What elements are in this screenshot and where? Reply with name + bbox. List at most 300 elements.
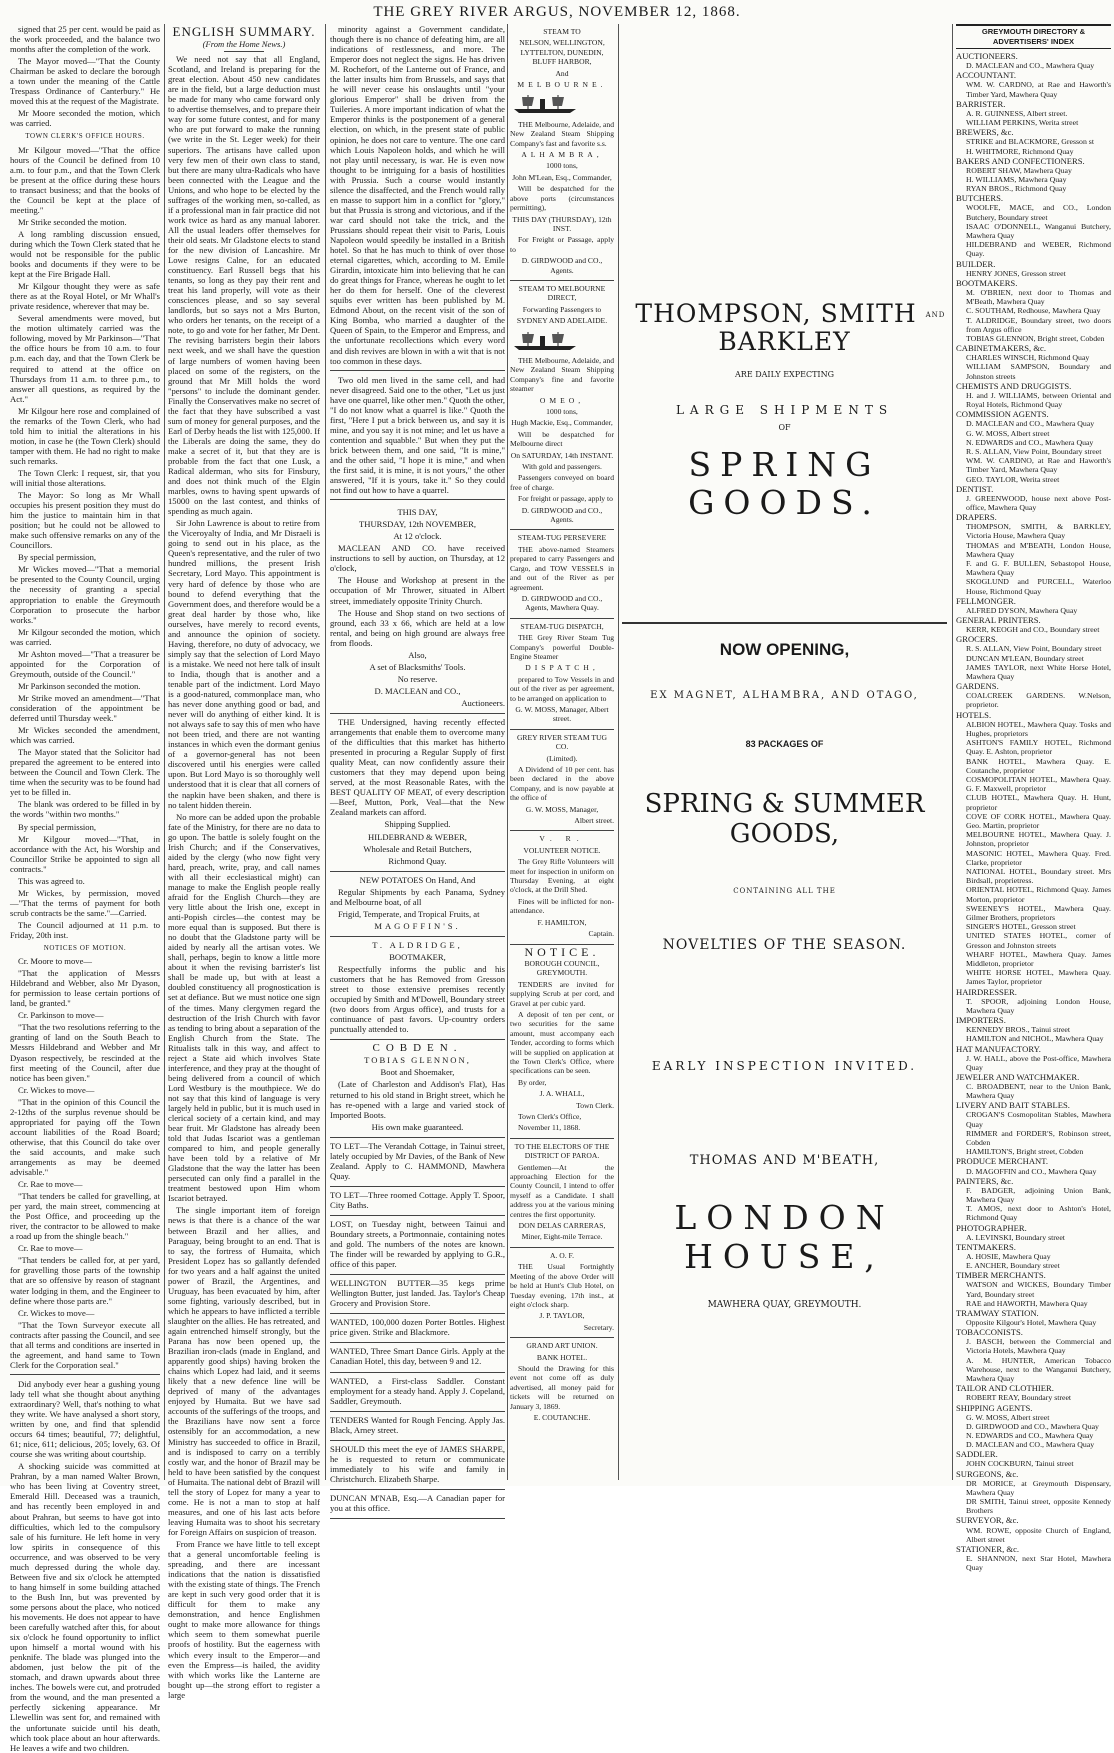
ad-line: 1000 tons, <box>546 407 578 416</box>
ad-line: Richmond Quay. <box>388 855 447 866</box>
classified-ad <box>330 1441 505 1490</box>
ad-body: For Freight or Passage, apply to <box>510 235 614 254</box>
directory-category: CHEMISTS AND DRUGGISTS. <box>956 380 1072 391</box>
paragraph: minority against a Government candidate, though there is no chance of defeating him, are all indications of restlessness, and more. The Emperor does not neglect the signs. He has driven M. Rochefort, of the Lanterne out of France, and the latter insults him from Brussels, and says that he will never cease his onslaughts until "your glorious Emperor" shall be driven from the Tuileries. A more important indication of what the Emperor thinks is the postponement of a general election, on which, in the present state of public opinion, he does not care to venture. The one card which Louis Napoleon holds, and which he will not play until necessary, is war. He is even now thought to be intriguing for a basis of hostilities with Prussia. Such a course would instantly silence the disaffected, and the French would rally en masse to support him in a conflict for "glory," but that Prussia is strong and victorious, and if the war card should not take the trick, and the Prussians should repeat their visit to Paris, Louis Napoleon would speedily be installed in a British hotel. So that he has much to think of over those eternal cigarettes, which, according to M. Emile Girardin, intoxicate him into believing that he can do great things for France, whereas he ought to let her do them for herself. One of the cleverest squibs ever written has been published by M. Edmond About, on the recent visit of the son of King Bomba, who married a daughter of the Queen of Spain, to the Emperor and Empress, and the unfortunate recollections which every word and dish revives are blown in with a wit that is not too common in these days. <box>330 24 505 366</box>
directory-category: BREWERS, &c. <box>956 127 1014 138</box>
ad-line: MAWHERA QUAY, GREYMOUTH. <box>707 1300 862 1310</box>
classified-ad <box>330 1275 505 1314</box>
directory-category: GENERAL PRINTERS. <box>956 615 1041 626</box>
ad-line: STEAM TO <box>543 27 581 36</box>
ad-line: ARE DAILY EXPECTING <box>735 370 834 379</box>
directory-entry: THOMPSON, SMITH, & BARKLEY, Victoria House, Mawhera Quay <box>966 522 1111 541</box>
ad-signature: Albert street. <box>574 816 614 826</box>
ad-body: prepared to Tow Vessels in and out of the river as per agreement, to be arranged on application to <box>510 674 614 703</box>
directory-entry: ALBION HOTEL, Mawhera Quay. Tosks and Hughes, proprietors <box>966 719 1111 738</box>
paragraph: Cr. Moore to move— <box>18 956 92 967</box>
directory-entry: WATSON and WICKES, Boundary Timber Yard, Boundary street <box>966 1280 1111 1299</box>
ad-body: WELLINGTON BUTTER—35 kegs prime Wellington Butter, just landed. Jas. Taylor's Cheap Grocery and Provision Store. <box>330 1278 505 1309</box>
ad-body: THE Usual Fortnightly Meeting of the above Order will be held at Hunt's Club Hotel, on Tuesday evening, 17th inst., at eight o'clock sharp. <box>510 1262 614 1309</box>
paragraph: Mr Kilgour here rose and complained of the remarks of the Town Clerk, who had told him to initial the alterations in his motion, in case he (the Town Clerk) should tamper with them. He had no right to make such remarks. <box>10 405 160 466</box>
paragraph: Mr Kilgour seconded the motion, which was carried. <box>10 626 160 647</box>
paragraph: The blank was ordered to be filled in by the words "within two months." <box>10 799 160 820</box>
directory-entry: HAMILTON'S, Bright street, Cobden <box>966 1147 1084 1157</box>
paragraph: "That the application of Messrs Hildebrand and Webber, also Mr Dyason, for permission to lease certain portions of land, be granted." <box>10 968 160 1009</box>
article-title: ENGLISH SUMMARY. <box>172 24 316 39</box>
ad-line: THURSDAY, 12th NOVEMBER, <box>359 519 476 530</box>
column-rule <box>325 24 326 1480</box>
paragraph: No more can be added upon the probable fate of the Ministry, for there are no data to go upon. The battle is solely fought on the Irish Church; and if the Conservatives, aided by the clergy (who now fight very hard, preach, write, pray, and call names with all their ecclesiastical might) can manage to make the English people really afraid for the English Church—they are very little about the Irish one, except in anti-Popish circles—the contest may be more equal than is supposed. But there is no doubt that the Gladstone party will be aided by nearly all the artisan votes. We shall, perhaps, begin to know a little more about it when the revising barrister's list shall be made up, but with at least a doubled constituency all prognostication is set at defiance. But we must notice one sign of the times. Many clergymen regard the destruction of the Irish Church with favor as tending to bring about a separation of the English Church from the State. The Ritualists talk in this way, and affect to reject a State aid which involves State interference, and they pray at the thought of being delivered from a council of which Lord Westbury is the mouthpiece. We do not say that this kind of language is very largely held in public, but it is much used in clerical society of a certain kind, and may bear fruit. Mr Gladstone has already been told that Judas Iscariot was a gentleman compared to him, and people generally have been told by a relative of Mr Gladstone that the way the latter has been persecuted can only find a parallel in the treatment bestowed upon Him whom Iscariot betrayed. <box>168 811 320 1204</box>
ad-body: MACLEAN AND CO. have received instructions to sell by auction, on Thursday, at 12 o'clock, <box>330 543 505 574</box>
paragraph: By special permission, <box>18 821 97 832</box>
column-rule <box>507 24 508 1480</box>
directory-entry: HAMILTON and NICHOL, Mawhera Quay <box>966 1034 1104 1044</box>
paragraph: By special permission, <box>18 552 97 563</box>
ad-body: Town Clerk's Office, <box>518 1112 582 1121</box>
paragraph: Mr Moore seconded the motion, which was carried. <box>10 108 160 129</box>
directory-entry: HILDEBRAND and WEBER, Richmond Quay. <box>966 240 1111 259</box>
directory-entry: WHARF HOTEL, Mawhera Quay. James Middleton, proprietor <box>966 949 1111 968</box>
ad-body: TO LET—Three roomed Cottage. Apply T. Spoor, City Baths. <box>330 1189 505 1210</box>
ad-signature: E. COUTANCHE. <box>533 1412 591 1422</box>
directory-entry: D. MACLEAN and CO., Mawhera Quay <box>966 61 1095 71</box>
directory-entry: WILLIAM PERKINS, Werita street <box>966 118 1079 128</box>
directory-entry: ISAAC O'DONNELL, Wanganui Butchery, Mawhera Quay <box>966 221 1111 241</box>
ad-body: Gentlemen—At the approaching Election for the County Council, I intend to offer myself as a Candidate. I shall address you at the various mining centres the first opportunity. <box>510 1162 614 1219</box>
ad-signature: Secretary. <box>583 1322 614 1332</box>
ad-line: SYDNEY AND ADELAIDE. <box>516 316 608 326</box>
directory-entry: ALFRED DYSON, Mawhera Quay <box>966 605 1078 615</box>
directory-category: PRODUCE MERCHANT. <box>956 1156 1048 1167</box>
directory-entry: BANK HOTEL, Mawhera Quay. E. Coutanche, proprietor <box>966 756 1111 775</box>
directory-category: DENTIST. <box>956 483 994 494</box>
ad-line: NOTICE. <box>524 944 600 959</box>
directory-entry: C. SOUTHAM, Redhouse, Mawhera Quay <box>966 306 1101 316</box>
ad-line: At 12 o'clock. <box>393 531 442 542</box>
directory-category: GROCERS. <box>956 634 998 645</box>
directory-entry: WM. W. CARDNO, at Rae and Haworth's Timber Yard, Mawhera Quay <box>966 80 1111 99</box>
directory-entry: WM. ROWE, opposite Church of England, Albert street <box>966 1525 1111 1544</box>
directory-entry: D. MACLEAN and CO., Mawhera Quay <box>966 419 1095 429</box>
classified-ad <box>330 1138 505 1187</box>
tug-dispatch-ad <box>510 619 614 730</box>
directory-category: CABINETMAKERS, &c. <box>956 343 1046 354</box>
ad-headline: NOW OPENING, <box>719 640 850 659</box>
directory-entry: R. S. ALLAN, View Point, Boundary street <box>966 644 1102 654</box>
ad-line: MELBOURNE. <box>517 80 607 90</box>
classified-ad <box>330 1490 505 1519</box>
directory-entry: F. BADGER, adjoining Union Bank, Mawhera Quay <box>966 1185 1111 1204</box>
divider <box>224 51 264 52</box>
ad-line: STEAM TO MELBOURNE DIRECT, <box>518 283 606 303</box>
ad-line: STEAM-TUG DISPATCH, <box>520 621 604 631</box>
ad-line: A set of Blacksmiths' Tools. <box>369 661 466 672</box>
directory-category: BARRISTER. <box>956 98 1006 109</box>
directory-category: GARDENS. <box>956 681 999 692</box>
london-house-ad <box>622 640 947 1480</box>
ad-line: OF <box>778 423 791 432</box>
directory-entry: DR MORICE, at Greymouth Dispensary, Mawhera Quay <box>966 1478 1111 1497</box>
steamer-omeo-ad <box>510 281 614 531</box>
subheading: NOTICES OF MOTION. <box>43 944 127 953</box>
bootmaker-ad <box>330 937 505 1040</box>
ad-body: Fines will be inflicted for non-attendance. <box>510 896 614 916</box>
column-news-ads <box>330 24 505 1513</box>
ad-headline: SPRING & SUMMER GOODS, <box>644 789 925 849</box>
directory-entry: COALCREEK GARDENS. W.Nelson, proprietor. <box>966 691 1111 710</box>
anecdote: Two old men lived in the same cell, and had never disagreed. Said one to the other, "Let us just have one quarrel, like other men." Quoth the other, "I do not know what a quarrel is like." Quoth the first, "Here I put a brick between us, and say it is mine, and you say it is not mine; and let us have a contention and squabble." But when they put the brick between them, and one said, "It is mine," and the other said, "I hope it is mine," and when the first said, it is mine, it is not yours," the other answered, "If it is yours, take it." So they could not find out how to have a quarrel. <box>330 374 505 496</box>
directory-entry: G. W. MOSS, Albert street <box>966 428 1050 438</box>
directory-entry: WOOLFE, MACE, and CO., London Butchery, Boundary street <box>966 203 1111 222</box>
directory-category: SHIPPING AGENTS. <box>956 1402 1033 1413</box>
paragraph: From France we have little to tell except that a general uncomfortable feeling is spreading, and there are incessant indications that the nation is dissatisfied with the existing state of things. The French are kept in such very good order that it is difficult for them to make any demonstration, and hence Englishmen ought to make more allowance for things which seem to them somewhat puerile proofs of hostility. But the eagerness with which every insult to the Emperor—and even the Empress—is hailed, the avidity with which works like the Lanterne are bought up—the strong effort to register a large <box>168 1538 320 1700</box>
directory-category: TIMBER MERCHANTS. <box>956 1270 1046 1281</box>
directory-entry: A. M. HUNTER, American Tobacco Warehouse, next to the Wanganui Butchery, Mawhera Quay <box>966 1355 1111 1384</box>
directory-column <box>956 24 1111 1573</box>
paragraph: Cr. Wickes to move— <box>18 1084 95 1095</box>
ad-body: Regular Shipments by each Panama, Sydney and Melbourne boat, of all <box>330 886 505 907</box>
directory-category: PAINTERS, &c. <box>956 1175 1014 1186</box>
paragraph: Cr. Rae to move— <box>18 1179 83 1190</box>
ad-line: GREY RIVER STEAM TUG CO. <box>516 732 608 752</box>
paragraph: The Mayor: So long as Mr Whall occupies his present position they must do him the justice to maintain him in that position; but he could not be allowed to make such offensive remarks on any of the Councillors. <box>10 490 160 551</box>
article-source: (From the Home News.) <box>202 39 286 50</box>
ad-line: Forwarding Passengers to <box>522 304 602 314</box>
divider <box>330 499 505 500</box>
ad-signature: Auctioneers. <box>461 697 505 708</box>
ad-line: GRAND ART UNION. <box>526 1341 598 1351</box>
ad-line: Hugh Mackie, Esq., Commander, <box>511 418 613 428</box>
directory-category: FELLMONGER. <box>956 595 1016 606</box>
directory-category: TAILOR AND CLOTHIER. <box>956 1383 1054 1394</box>
ad-signature: G. W. MOSS, Manager, Albert street. <box>515 704 609 724</box>
ad-line: With gold and passengers. <box>522 462 602 472</box>
auction-ad <box>330 504 505 714</box>
classified-ad <box>330 1343 505 1372</box>
directory-entry: C. BROADBENT, near to the Union Bank, Mawhera Quay <box>966 1082 1111 1101</box>
paragraph: Mr Wickes seconded the amendment, which was carried. <box>10 725 160 746</box>
directory-entry: CHARLES WINSCH, Richmond Quay <box>966 353 1090 363</box>
ad-body: A Dividend of 10 per cent. has been declared in the above Company, and is now payable at the office of <box>510 765 614 803</box>
paragraph: A long rambling discussion ensued, during which the Town Clerk stated that he would not be responsible for the public books and documents if they were to be kept at the Fire Brigade Hall. <box>10 228 160 280</box>
ad-line: Boot and Shoemaker, <box>380 1067 455 1078</box>
classified-ad <box>330 1373 505 1412</box>
electors-notice <box>510 1139 614 1248</box>
ad-line: ALHAMBRA, <box>521 150 603 160</box>
ad-signature: J. P. TAYLOR, <box>539 1311 585 1321</box>
paragraph: Sir John Lawrence is about to retire from the Viceroyalty of India, and Mr Disraeli is going to send out in his place, as the Queen's representative, and the ruler of two hundred millions, the present Irish Secretary, Lord Mayo. This appointment is very hard of defence by those who are bound to defend everything that the Government does, and therefore would be a great deal harder by those who, like ourselves, have merely to record events, and announce the opinion of society. Having, therefore, no duty of advocacy, we simply say that the selection of Lord Mayo is a mistake. We need not here talk of insult to India, though that is another and a tenable part of the indictment. Lord Mayo is a good-natured, commonplace man, who has never done anything good or bad, and never will do anything of either kind. It is not always safe to say this of men who have not been tried, and there are not wanting instances in which even the dormant genius of a governor-general has not been discovered until his energies were called upon. But Lord Mayo is so thoroughly well understood that it is clear that all corners of the napkin have been shaken, and there is no talent hidden therein. <box>168 518 320 810</box>
ad-body: LOST, on Tuesday night, between Tainui and Boundary streets, a Portmonnaie, containing notes and gold. The numbers of the notes are known. The finder will be rewarded by applying to G.R., office of this paper. <box>330 1218 505 1270</box>
ad-line: LARGE SHIPMENTS <box>675 403 894 417</box>
directory-category: BOOTMAKERS. <box>956 277 1018 288</box>
directory-entry: J. W. HALL, above the Post-office, Mawhera Quay <box>966 1053 1111 1072</box>
directory-entry: H. WILLIAMS, Mawhera Quay <box>966 174 1067 184</box>
divider <box>10 1374 160 1375</box>
tug-persevere-ad <box>510 530 614 618</box>
ad-body: THE Melbourne, Adelaide, and New Zealand Steam Shipping Company's fast and favorite s.s. <box>510 119 614 148</box>
paragraph: Mr Kilgour moved—"That the office hours of the Council be defined from 10 a.m. to four p.m., and that the Town Clerk be present at the office during these hours to transact business; and that the books of the Council be kept at the place of meeting." <box>10 144 160 215</box>
ad-headline: LONDON HOUSE, <box>674 1198 895 1276</box>
paragraph: The Mayor moved—"That the County Chairman be asked to declare the borough a town under the meaning of the Cattle Trespass Ordinance of Canterbury." He moved this at the request of the Magistrate. <box>10 56 160 107</box>
column-rule <box>952 24 953 1480</box>
thompson-smith-barkley-ad <box>622 290 947 615</box>
directory-entry: SWEENEY'S HOTEL, Mawhera Quay. Gilmer Brothers, proprietors <box>966 903 1111 922</box>
ad-line: DISPATCH, <box>525 663 599 673</box>
directory-category: BAKERS AND CONFECTIONERS. <box>956 155 1085 166</box>
directory-entry: ROBERT REAY, Boundary street <box>966 1393 1072 1403</box>
directory-entry: GEO. TAYLOR, Werita street <box>966 474 1060 484</box>
paragraph: Several amendments were moved, but the motion ultimately carried was the following, moved by Mr Parkinson—"That the office hours be from 10 a.m. to four p.m. each day, and that the Town Clerk be required to attend at the office on Thursdays from 11 a.m. to three p.m., to answer all questions, as required by the Act." <box>10 313 160 404</box>
directory-entry: D. MAGOFFIN and CO., Mawhera Quay <box>966 1166 1097 1176</box>
ad-line: EX MAGNET, ALHAMBRA, AND OTAGO, <box>650 690 919 701</box>
paragraph: Mr Kilgour thought they were as safe there as at the Royal Hotel, or Mr Whall's private residence, wherever that may be. <box>10 281 160 312</box>
directory-entry: SINGER'S HOTEL, Gresson street <box>966 922 1076 932</box>
steamship-icon <box>510 330 580 352</box>
directory-category: HOTELS. <box>956 709 992 720</box>
directory-entry: KERR, KEOGH and CO., Boundary street <box>966 625 1100 635</box>
ad-line: THIS DAY, <box>397 507 438 518</box>
ad-signature: Town Clerk. <box>576 1100 614 1110</box>
paragraph: This was agreed to. <box>18 875 85 886</box>
ad-body: WANTED, Three Smart Dance Girls. Apply at the Canadian Hotel, this day, between 9 and 12. <box>330 1346 505 1367</box>
ad-body: THE Melbourne, Adelaide, and New Zealand Steam Shipping Company's fine and favorite steamer <box>510 355 614 394</box>
paragraph: "That the two resolutions referring to the granting of land on the South Beach to Messrs Hildebrand and Webber and Mr Dyason respectively, be rescinded at the first meeting of the Council, after due notice has been given." <box>10 1022 160 1083</box>
ad-signature: Captain. <box>588 929 614 939</box>
directory-title: GREYMOUTH DIRECTORY & ADVERTISERS' INDEX <box>956 24 1111 49</box>
ad-body: DUNCAN M'NAB, Esq.—A Canadian paper for you at this office. <box>330 1492 505 1513</box>
ad-line: NOVELTIES OF THE SEASON. <box>662 937 907 953</box>
ad-body: TENDERS are invited for supplying Scrub at per cord, and Gravel at per cubic yard. <box>510 979 614 1008</box>
directory-entry: DUNCAN M'LEAN, Boundary street <box>966 653 1084 663</box>
directory-entry: SKOGLUND and PURCELL, Waterloo House, Richmond Quay <box>966 577 1111 596</box>
ad-signature: MAGOFFIN'S. <box>374 920 461 931</box>
paragraph: signed that 25 per cent. would be paid as the work proceeded, and the balance two months after the completion of the work. <box>10 24 160 55</box>
directory-entry: F. and G. F. BULLEN, Sebastopol House, Mawhera Quay <box>966 559 1111 578</box>
ad-body: Will be despatched for the above ports (circumstances permitting), <box>510 184 614 213</box>
cobden-ad <box>330 1040 505 1137</box>
ad-line: NELSON, WELLINGTON, LYTTELTON, DUNEDIN, BLUFF HARBOR, <box>519 38 605 67</box>
paragraph: The Town Clerk: I request, sir, that you will initial those alterations. <box>10 467 160 489</box>
directory-entry: KENNEDY BROS., Tainui street <box>966 1025 1071 1035</box>
paragraph: "That in the opinion of this Council the 2-12ths of the surplus revenue should be appropriated for paying off the Town account liabilities of the Road Board; otherwise, that this Council do take over the said accounts, and make such arrangements as may be deemed advisable." <box>10 1096 160 1178</box>
tug-company-ad <box>510 730 614 832</box>
directory-category: PHOTOGRAPHER. <box>956 1222 1027 1233</box>
ad-signature: D. MACLEAN and CO., <box>374 685 461 696</box>
directory-entry: ASHTON'S FAMILY HOTEL, Richmond Quay. E. Ashton, proprietor <box>966 738 1111 757</box>
ad-body: TENDERS Wanted for Rough Fencing. Apply Jas. Black, Arney street. <box>330 1414 505 1435</box>
directory-entry: WM. W. CARDNO, at Rae and Haworth's Timber Yard, Mawhera Quay <box>966 456 1111 475</box>
directory-entry: N. EDWARDS and CO., Mawhera Quay <box>966 1430 1094 1440</box>
directory-category: ACCOUNTANT. <box>956 70 1017 81</box>
ad-body: (Late of Charleston and Addison's Flat), Has returned to his old stand in Bright street, which he has re-opened with a large and varied stock of Imported Boots. <box>330 1079 505 1120</box>
ad-line: EARLY INSPECTION INVITED. <box>651 1059 918 1073</box>
paragraph: We need not say that all England, Scotland, and Ireland is preparing for the great election. About 450 new candidates are in the field, but a large deduction must be made for many who came forward only to advertise themselves, and to prepare their way for some future contest, and for many who are put forward to make the running (we write in the St. Leger week) for their superiors. The artisans have called upon very few men of their own class to stand, but there are many ultra-Radicals who have been connected with the League and the Unions, and who hope to be elected by the suffrages of the working men, so-called, as if a professional man in fair practice did not work twice as hard as any manual laborer. All the usual leaders offer themselves for their old seats. Mr Gladstone elects to stand for the new division of Lancashire. Mr Lowe resigns Calne, for an educated constituency. Earl Russell begs that his tenants, so long as they pay their rent and treat his land properly, will vote as their consciences please, and so say several landlords, but so says not a Mrs Burton, who orders her tenants, on the receipt of a note, to go and vote for her father, Mr Dent. The revising barristers begin their labors next week, and we shall have the question of large numbers of women having been placed on some of the registers, on the ground that Mr Mill holds the word "persons" to include the dominant gender. Finally the Conservatives make no secret of the fact that they have subscribed a vast sum of money for general purposes, and the Earl of Derby heads the list with 125,000. If the Liberals are doing the same, they do make a secret of it, but that they are is probable from the fact that one Lusk, a Radical alderman, who sits for Finsbury, and does not think much of the Elgin marbles, owns to having spent upwards of 15000 on the last contest, and thinks of spending as much again. <box>168 54 320 517</box>
directory-entry: R. S. ALLAN, View Point, Boundary street <box>966 446 1102 456</box>
column-rule <box>164 24 165 1480</box>
directory-entry: RAE and HAWORTH, Mawhera Quay <box>966 1298 1088 1308</box>
ad-signature: D. GIRDWOOD and CO., Agents. <box>521 505 603 525</box>
directory-entry: CROGAN'S Cosmopolitan Stables, Mawhera Quay <box>966 1110 1111 1129</box>
subheading: TOWN CLERK'S OFFICE HOURS. <box>25 132 145 141</box>
paragraph: Cr. Rae to move— <box>18 1243 83 1254</box>
ad-body: THE above-named Steamers prepared to carry Passengers and Cargo, and TOW VESSELS in and out of the River as per agreement. <box>510 544 614 592</box>
directory-entry: H. WHITMORE, Richmond Quay <box>966 146 1074 156</box>
divider <box>622 622 947 624</box>
directory-entry: THOMAS and M'BEATH, London House, Mawhera Quay <box>966 540 1111 559</box>
ad-body: TO LET—The Verandah Cottage, in Tainui street, lately occupied by Mr Davies, of the Bank of New Zealand. Apply to C. HAMMOND, Mawhera Quay. <box>330 1140 505 1181</box>
ad-body: Frigid, Temperate, and Tropical Fruits, at <box>338 908 480 919</box>
column-english-summary <box>168 24 321 1700</box>
directory-entry: DR SMITH, Tainui street, opposite Kennedy Brothers <box>966 1497 1111 1516</box>
directory-category: LIVERY AND BAIT STABLES. <box>956 1100 1070 1111</box>
ad-line: John M'Lean, Esq., Commander, <box>512 172 612 182</box>
ad-line: And <box>555 68 569 78</box>
ad-line: THIS DAY (THURSDAY), 12th INST. <box>512 214 612 233</box>
directory-category: JEWELER AND WATCHMAKER. <box>956 1071 1080 1082</box>
paragraph: Cr. Wickes to move— <box>18 1307 95 1318</box>
ad-line: CONTAINING ALL THE <box>733 887 836 895</box>
borough-notice <box>510 945 614 1139</box>
ad-line: THOMAS AND M'BEATH, <box>689 1153 880 1168</box>
directory-entry: H. and J. WILLIAMS, between Oriental and Royal Hotels, Richmond Quay <box>966 390 1111 410</box>
ad-signature: DON DELAS CARRERAS, <box>518 1221 606 1231</box>
ad-body: THE Grey River Steam Tug Company's powerful Double-Engine Steamer <box>510 633 614 661</box>
directory-category: BUTCHERS. <box>956 193 1004 204</box>
ad-line: Wholesale and Retail Butchers, <box>363 843 472 854</box>
ad-line: His own make guaranteed. <box>371 1121 464 1132</box>
paragraph: Mr Ashton moved—"That a treasurer be appointed for the Corporation of Greymouth, outside of the Council." <box>10 648 160 679</box>
directory-entry: J. BASCH, between the Commercial and Victoria Hotels, Mawhera Quay <box>966 1337 1111 1356</box>
steamer-alhambra-ad <box>510 24 614 281</box>
directory-entry: MELBOURNE HOTEL, Mawhera Quay. J. Johnston, proprietor <box>966 830 1111 849</box>
directory-entry: M. O'BRIEN, next door to Thomas and M'Beath, Mawhera Quay <box>966 287 1111 307</box>
directory-entry: D. GIRDWOOD and CO., Mawhera Quay <box>966 1421 1099 1431</box>
directory-entry: WHITE HORSE HOTEL, Mawhera Quay. James Taylor, proprietor <box>966 968 1111 987</box>
paragraph: Cr. Parkinson to move— <box>18 1010 104 1021</box>
ad-line: COBDEN. <box>372 1042 463 1055</box>
directory-entry: MASONIC HOTEL, Mawhera Quay. Fred. Clarke, proprietor <box>966 848 1111 867</box>
directory-category: HAT MANUFACTORY. <box>956 1043 1041 1054</box>
ad-signature: D. GIRDWOOD and CO., Agents. <box>521 256 603 275</box>
ad-line: NEW POTATOES On Hand, And <box>359 874 476 885</box>
directory-entry: UNITED STATES HOTEL, corner of Gresson and Johnston streets <box>966 931 1111 950</box>
ad-body: A deposit of ten per cent, or two securities for the same amount, must accompany each Tender, according to forms which will be supplied on application at the Town Clerk's Office, where specifications can be seen. <box>510 1009 614 1076</box>
directory-entry: Opposite Kilgour's Hotel, Mawhera Quay <box>966 1317 1097 1327</box>
directory-entry: N. EDWARDS and CO., Mawhera Quay <box>966 437 1094 447</box>
paragraph: Did anybody ever hear a gushing young lady tell what she thought about anything extraordinary? Well, that's nothing to what they write. We have analysed a short story, written by one, and find that splendid occurs 64 times; beautiful, 77; delightful, 61; nice, 611; delicious, 205; lovely, 63. Of course she was writing about courtship. <box>10 1378 160 1460</box>
directory-entry: ORIENTAL HOTEL, Richmond Quay. James Morton, proprietor <box>966 885 1111 904</box>
ad-body: Respectfully informs the public and his customers that he has Removed from Gresson street to those extensive premises recently occupied by Smith and M'Dowell, Boundary street (two doors from Argus office), and trusts for a continuance of past favors. Up-country orders punctually attended to. <box>330 963 505 1035</box>
ad-signature: D. GIRDWOOD and CO., Agents, Mawhera Quay. <box>521 593 603 613</box>
ad-line: On SATURDAY, 14th INSTANT. <box>510 450 614 460</box>
ad-body: The House and Shop stand on two sections of ground, each 33 x 66, which are held at a low rental, and being on high ground are always free from floods. <box>330 607 505 648</box>
directory-entry: JAMES TAYLOR, next White Horse Hotel, Mawhera Quay <box>966 662 1111 681</box>
directory-entry: WILLIAM SAMPSON, Boundary and Johnston streets <box>966 362 1111 381</box>
ad-line: OMEO, <box>539 395 585 405</box>
paragraph: Mr Wickes, by permission, moved—"That the terms of payment for both scrub contracts be the same."—Carried. <box>10 887 160 918</box>
directory-category: SADDLER. <box>956 1449 998 1460</box>
volunteer-notice <box>510 831 614 944</box>
paragraph: Mr Strike seconded the motion. <box>18 216 127 227</box>
directory-entry: G. W. MOSS, Albert street <box>966 1412 1050 1422</box>
ad-line: No reserve. <box>397 673 438 684</box>
masthead: THE GREY RIVER ARGUS, NOVEMBER 12, 1868. <box>373 4 741 20</box>
directory-entry: NATIONAL HOTEL, Boundary street. Mrs Birdsall, proprietress. <box>966 866 1111 886</box>
ad-line: THOMPSON, SMITH <box>635 299 917 328</box>
directory-entry: A. LEVINSKI, Boundary street <box>966 1232 1065 1242</box>
ad-body: Will be despatched for Melbourne direct <box>510 429 614 449</box>
ad-signature: F. HAMILTON, <box>537 917 587 927</box>
directory-category: IMPORTERS. <box>956 1015 1006 1026</box>
directory-entry: TOBIAS GLENNON, Bright street, Cobden <box>966 333 1105 343</box>
ad-body: For freight or passage, apply to <box>518 494 613 504</box>
ad-body: The Grey Rifle Volunteers will meet for inspection in uniform on Thursday Evening, at eight o'clock, at the Drill Shed. <box>510 857 614 895</box>
paragraph: The Mayor stated that the Solicitor had prepared the agreement to be entered into between the Council and Town Clerk. The time when the security was to be found had yet to be filled in. <box>10 747 160 798</box>
ad-line: BOROUGH COUNCIL, GREYMOUTH. <box>524 958 600 978</box>
paragraph: The Council adjourned at 11 p.m. to Friday, 20th inst. <box>10 919 160 940</box>
ad-line: Also, <box>408 649 427 660</box>
directory-entry: RYAN BROS., Richmond Quay <box>966 184 1067 194</box>
directory-category: AUCTIONEERS. <box>956 51 1018 62</box>
directory-entry: ROBERT SHAW, Mawhera Quay <box>966 165 1072 175</box>
ad-line: VOLUNTEER NOTICE. <box>523 845 601 855</box>
ad-body: THE Undersigned, having recently effected arrangements that enable them to overcome many of the difficulties that this market has hitherto presented in procuring a Regular Supply of first quality Meat, can now confidently assure their customers that they may depend upon being served, at the most Reasonable Rates, with the BEST QUALITY OF MEAT, of every description—Beef, Mutton, Pork, Veal—that the New Zealand markets can afford. <box>330 717 505 818</box>
ad-body: WANTED, 100,000 dozen Porter Bottles. Highest price given. Strike and Blackmore. <box>330 1317 505 1338</box>
directory-entry: E. SHANNON, next Star Hotel, Mawhera Quay <box>966 1553 1111 1573</box>
directory-category: TRAMWAY STATION. <box>956 1307 1039 1318</box>
directory-entry: A. HOSIE, Mawhera Quay <box>966 1251 1051 1261</box>
ad-body: November 11, 1868. <box>518 1123 581 1133</box>
butchers-ad <box>330 714 505 872</box>
directory-entry: E. ANCHER, Boundary street <box>966 1261 1060 1271</box>
ad-body: SHOULD this meet the eye of JAMES SHARPE, he is requested to return or communicate immediately to his wife and family in Christchurch. Elizabeth Sharpe. <box>330 1443 505 1484</box>
ad-signature: Miner, Eight-mile Terrace. <box>521 1232 603 1242</box>
directory-entry: CLUB HOTEL, Mawhera Quay. H. Hunt, proprietor <box>966 793 1111 812</box>
directory-category: STATIONER, &c. <box>956 1543 1020 1554</box>
directory-entry: COVE OF CORK HOTEL, Mawhera Quay. Geo. Martin, proprietor <box>966 811 1111 830</box>
ad-line: T. ALDRIDGE, <box>372 939 463 950</box>
directory-category: TOBACCONISTS. <box>956 1327 1023 1338</box>
ad-line: 83 PACKAGES OF <box>745 739 824 749</box>
column-rule <box>618 24 619 1480</box>
paragraph: Mr Strike moved an amendment—"That consideration of the appointment be deferred until Thursday week." <box>10 692 160 724</box>
ad-body: Should the Drawing for this event not come off as duly advertised, all money paid for tickets will be returned on January 3, 1869. <box>510 1363 614 1411</box>
paragraph: "That tenders be called for gravelling, at per yard, the main street, commencing at the Post Office, and proceeding up the river, the contractor to be allowed to make a road up from the shingle beach." <box>10 1191 160 1242</box>
ad-line: STEAM-TUG PERSEVERE <box>517 533 607 543</box>
divider <box>330 370 505 371</box>
directory-entry: JOHN COCKBURN, Tainui street <box>966 1459 1074 1469</box>
ad-line: A. O. F. <box>549 1250 575 1260</box>
paragraph: Mr Parkinson seconded the motion. <box>18 680 141 691</box>
directory-entry: J. GREENWOOD, house next above Post-office, Mawhera Quay <box>966 493 1111 512</box>
column-council-report <box>10 24 160 1753</box>
ad-body: WANTED, a First-class Saddler. Constant employment for a steady hand. Apply J. Copeland, Saddler, Greymouth. <box>330 1375 505 1406</box>
ad-line: HILDEBRAND & WEBER, <box>368 831 467 842</box>
ad-line: BANK HOTEL. <box>536 1352 588 1362</box>
directory-entry: T. AMOS, next door to Ashton's Hotel, Richmond Quay <box>966 1204 1111 1223</box>
ad-line: 1000 tons, <box>546 161 578 171</box>
directory-category: SURVEYOR, &c. <box>956 1515 1019 1526</box>
paragraph: "That the Town Surveyor execute all contracts after passing the Council, and see that all terms and conditions are inserted in the agreement, and hand same to Town Clerk for the Corporation seal." <box>10 1319 160 1370</box>
directory-entry: STRIKE and BLACKMORE, Gresson st <box>966 137 1094 147</box>
directory-entry: HENRY JONES, Gresson street <box>966 268 1066 278</box>
ad-signature: J. A. WHALL, <box>539 1089 585 1099</box>
directory-category: HAIRDRESSER. <box>956 986 1017 997</box>
ad-line: TO THE ELECTORS OF THE DISTRICT OF PAROA. <box>514 1141 610 1161</box>
classified-ad <box>330 1314 505 1343</box>
ad-line: AND <box>925 311 946 319</box>
directory-category: COMMISSION AGENTS. <box>956 409 1049 420</box>
ad-body: The House and Workshop at present in the occupation of Mr Thrower, situated in Albert street, immediately opposite Trinity Church. <box>330 575 505 606</box>
